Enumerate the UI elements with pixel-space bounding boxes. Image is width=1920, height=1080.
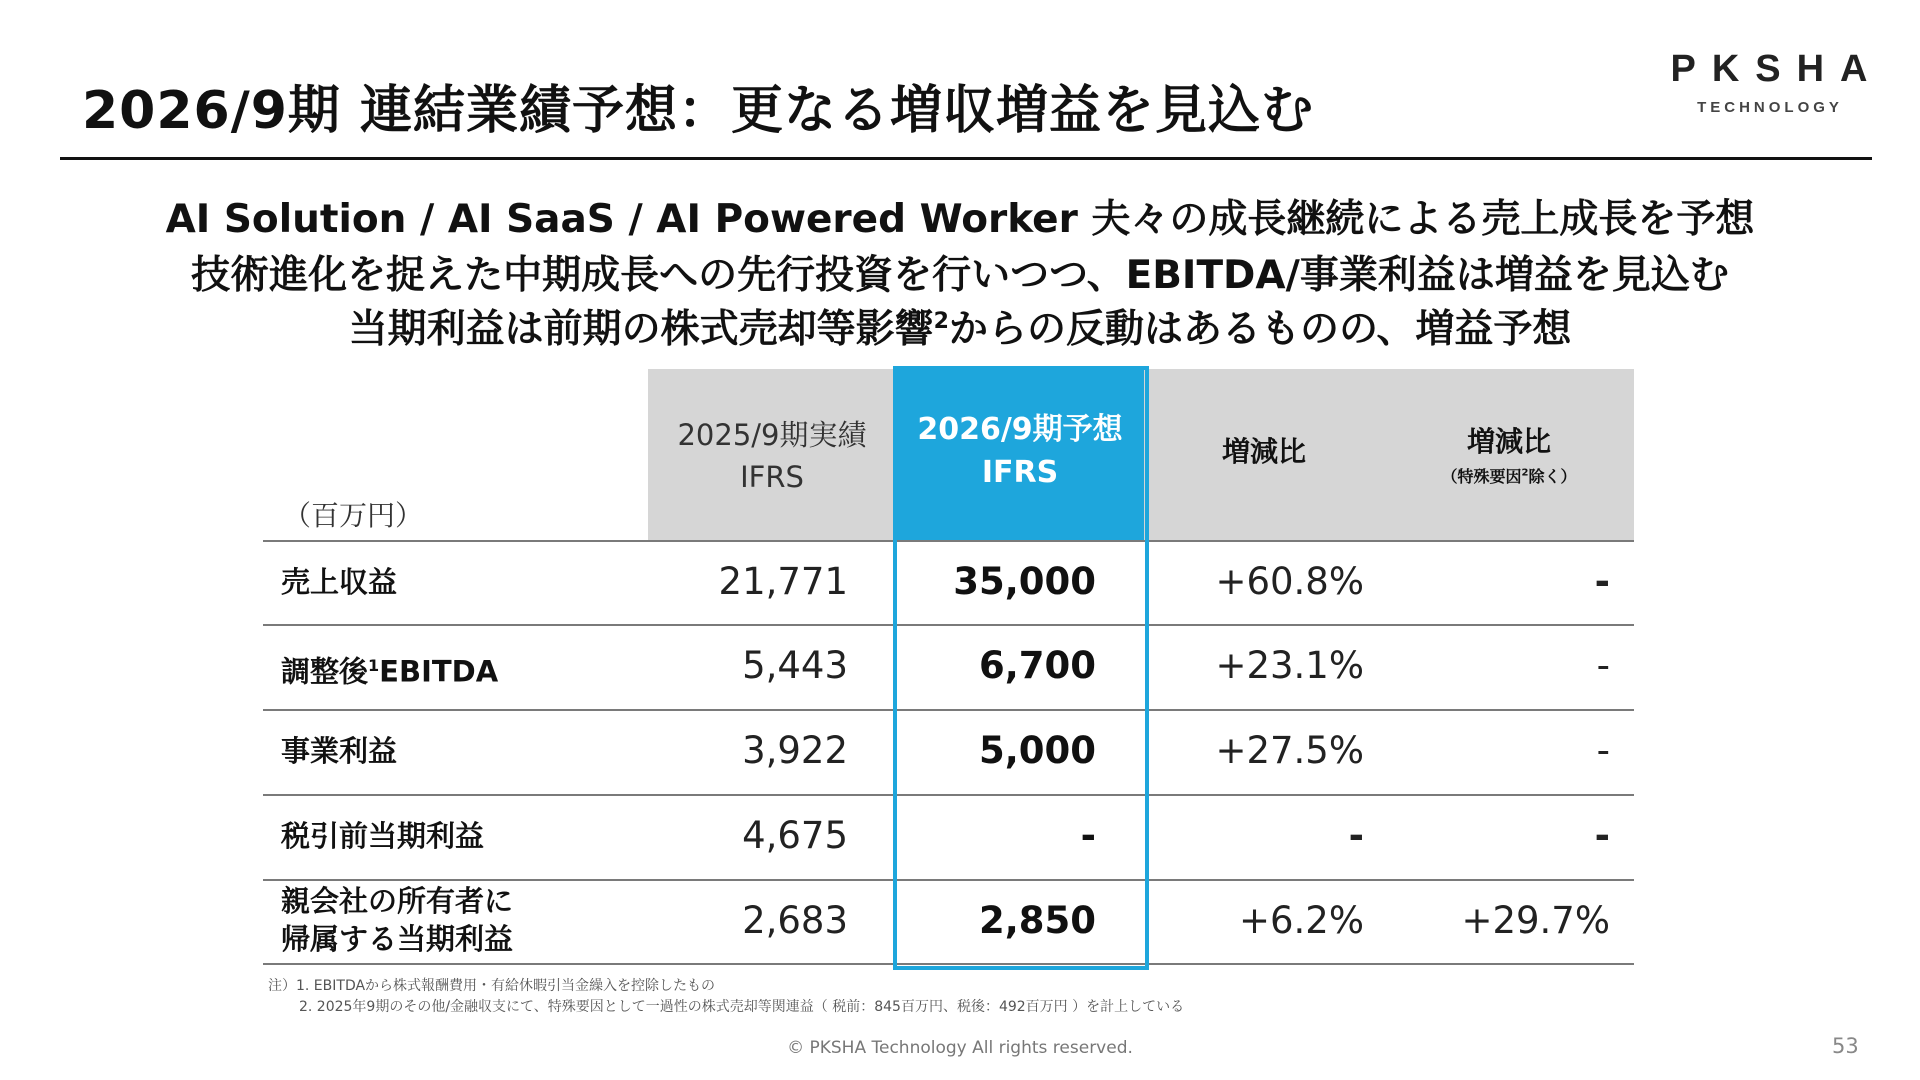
cell-ebitda-fy2026: 6,700 <box>978 644 1096 687</box>
cell-net-profit-fy2026: 2,850 <box>978 899 1096 942</box>
logo-wordmark: PKSHA <box>1670 48 1884 90</box>
cell-pbt-change: - <box>1348 814 1364 857</box>
cell-ebitda-fy2025: 5,443 <box>742 644 848 687</box>
row-label-adjusted-ebitda-pre: 調整後 <box>281 654 369 689</box>
row-label-adjusted-ebitda <box>281 647 498 691</box>
footnote-1: 注）1. EBITDAから株式報酬費用・有給休暇引当金繰入を控除したもの <box>268 978 716 994</box>
header-change: 増減比 <box>1221 435 1306 468</box>
cell-revenue-change-adjusted: - <box>1594 560 1610 603</box>
row-label-net-profit-line1: 親会社の所有者に <box>281 884 514 918</box>
lead-line-2: 技術進化を捉えた中期成長への先行投資を行いつつ、EBITDA/事業利益は増益を見込む <box>191 253 1729 298</box>
cell-pbt-change-adjusted: - <box>1594 814 1610 857</box>
header-fy2026-standard: IFRS <box>981 455 1059 490</box>
header-fy2025 <box>648 414 896 498</box>
header-change-adjusted-note <box>1384 464 1634 487</box>
cell-operating-profit-change-adjusted: - <box>1596 729 1610 772</box>
lead-line-3-post: からの反動はあるものの、増益予想 <box>948 307 1572 352</box>
cell-net-profit-change: +6.2% <box>1238 899 1364 942</box>
header-change-adjusted <box>1384 420 1634 487</box>
pksha-logo <box>1640 48 1900 116</box>
row-label-adjusted-ebitda-footnote-ref: 1 <box>368 656 380 675</box>
lead-line-3 <box>0 298 1920 354</box>
cell-operating-profit-fy2026: 5,000 <box>978 729 1096 772</box>
forecast-column-highlight <box>893 366 1149 970</box>
header-change-adjusted-footnote-ref: 2 <box>1521 467 1529 479</box>
row-label-net-profit-line2: 帰属する当期利益 <box>281 922 514 956</box>
cell-revenue-fy2026: 35,000 <box>953 560 1096 603</box>
row-label-revenue: 売上収益 <box>281 565 398 599</box>
header-fy2025-standard: IFRS <box>740 460 804 494</box>
table-unit: （百万円） <box>283 499 424 532</box>
lead-line-1: AI Solution / AI SaaS / AI Powered Worker 夫々の成長継続による売上成長を予想 <box>165 197 1755 242</box>
row-label-profit-before-tax: 税引前当期利益 <box>281 819 485 853</box>
cell-net-profit-change-adjusted: +29.7% <box>1461 899 1610 942</box>
cell-net-profit-fy2025: 2,683 <box>742 899 848 942</box>
cell-pbt-fy2025: 4,675 <box>742 814 848 857</box>
page-number: 53 <box>1832 1034 1859 1058</box>
copyright-footer: © PKSHA Technology All rights reserved. <box>787 1038 1133 1058</box>
row-label-operating-profit: 事業利益 <box>281 734 398 768</box>
footnote-2: 2. 2025年9期のその他/金融収支にて、特殊要因として一過性の株式売却等関連益（ 税前：845百万円、税後：492百万円 ）を計上している <box>299 999 1185 1015</box>
header-fy2026-period: 2026/9期予想 <box>917 412 1123 447</box>
cell-operating-profit-fy2025: 3,922 <box>742 729 848 772</box>
cell-ebitda-change-adjusted: - <box>1596 644 1610 687</box>
slide-title: 2026/9期 連結業績予想：更なる増収増益を見込む <box>82 81 1315 141</box>
cell-revenue-fy2025: 21,771 <box>718 560 848 603</box>
header-fy2025-period: 2025/9期実績 <box>677 418 867 452</box>
row-label-net-profit <box>281 882 513 958</box>
lead-line-3-pre: 当期利益は前期の株式売却等影響 <box>348 307 934 352</box>
header-change-adjusted-note-pre: （特殊要因 <box>1441 467 1522 486</box>
logo-subtitle: TECHNOLOGY <box>1697 99 1843 116</box>
header-change-adjusted-note-post: 除く） <box>1528 467 1577 486</box>
row-label-adjusted-ebitda-post: EBITDA <box>379 654 499 689</box>
lead-line-3-footnote-ref: 2 <box>933 309 949 334</box>
cell-ebitda-change: +23.1% <box>1215 644 1364 687</box>
cell-pbt-fy2026: - <box>1080 814 1096 857</box>
cell-revenue-change: +60.8% <box>1215 560 1364 603</box>
header-change-adjusted-title: 増減比 <box>1466 425 1551 458</box>
cell-operating-profit-change: +27.5% <box>1215 729 1364 772</box>
footnotes <box>268 976 1184 1018</box>
title-divider <box>60 157 1872 160</box>
